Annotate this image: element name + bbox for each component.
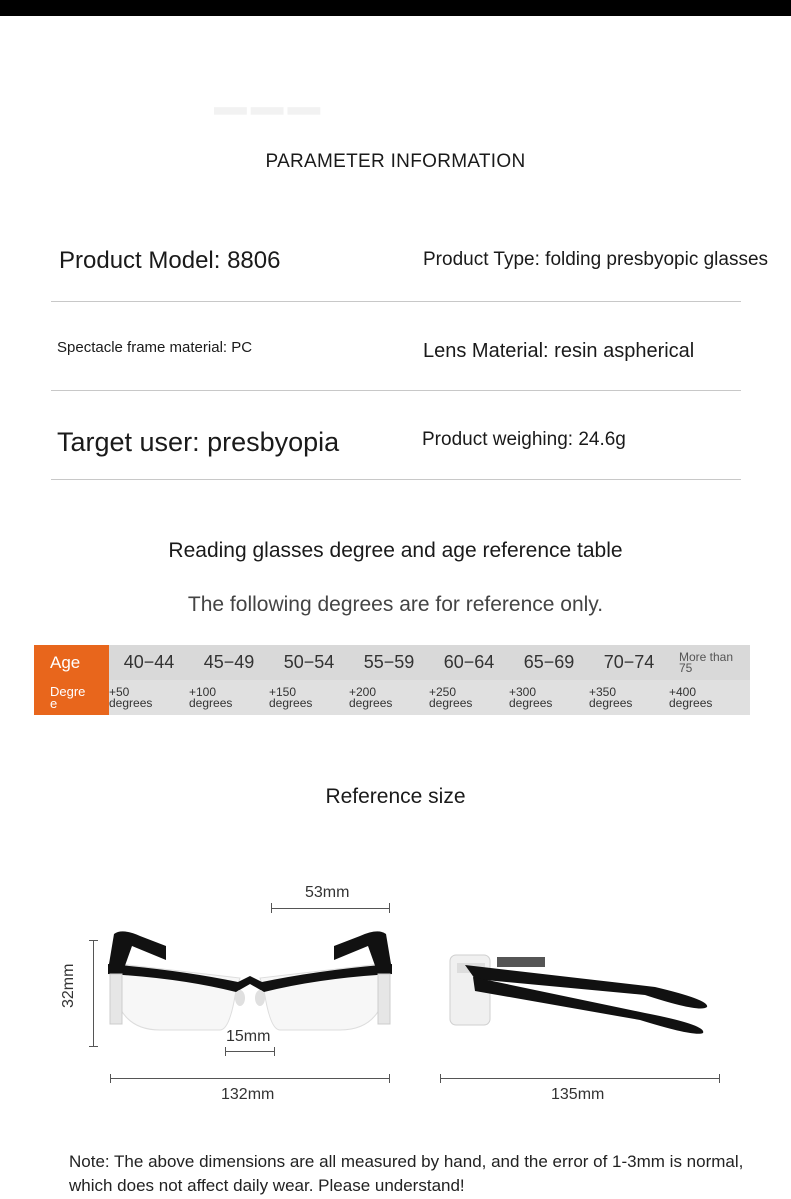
degree-unit: degrees: [189, 695, 233, 710]
age-header: Age: [34, 645, 109, 680]
tick: [110, 1074, 111, 1083]
degree-value: +50: [109, 684, 130, 699]
age-cell: 40−44: [109, 645, 189, 680]
frame-width-label: 132mm: [221, 1086, 275, 1103]
lens-material: Lens Material: resin aspherical: [423, 340, 695, 362]
lens-height-line: [93, 940, 94, 1047]
tick: [89, 940, 98, 941]
watermark-logo: ▁▁▁: [215, 69, 326, 113]
more-than-age: 75: [679, 660, 693, 675]
lens-width-line: [271, 908, 390, 909]
degree-value: +200: [349, 684, 377, 699]
product-type: Product Type: folding presbyopic glasses: [423, 249, 769, 270]
tick: [225, 1047, 226, 1056]
degree-label-end: e: [50, 695, 58, 711]
lens-width-label: 53mm: [305, 884, 350, 901]
age-cell-more: [669, 645, 750, 680]
degree-unit: degrees: [589, 695, 633, 710]
age-cell: 50−54: [269, 645, 349, 680]
degree-label: Degre: [50, 683, 86, 699]
top-bar: [0, 0, 791, 16]
degree-unit: degrees: [109, 695, 153, 710]
divider: [51, 479, 741, 480]
bridge-label: 15mm: [226, 1028, 271, 1045]
degree-unit: degrees: [509, 695, 553, 710]
degree-unit: degrees: [349, 695, 393, 710]
degree-cell: [349, 680, 429, 715]
tick: [719, 1074, 720, 1083]
reference-size-title: Reference size: [325, 785, 466, 808]
tick: [389, 903, 390, 913]
age-cell: 65−69: [509, 645, 589, 680]
glasses-side-image: [445, 945, 715, 1045]
lens-height-label: 32mm: [60, 963, 77, 1008]
target-user: Target user: presbyopia: [57, 427, 340, 457]
degree-unit: degrees: [669, 695, 713, 710]
age-row: [34, 645, 750, 680]
temple-length-line: [440, 1078, 720, 1079]
tick: [389, 1074, 390, 1083]
tick: [89, 1046, 98, 1047]
degree-table-subtitle: The following degrees are for reference only.: [187, 593, 604, 616]
age-cell: 70−74: [589, 645, 669, 680]
divider: [51, 390, 741, 391]
measurement-note: Note: The above dimensions are all measured by hand, and the error of 1-3mm is normal, which does not affect daily wear. Please understand!: [69, 1152, 744, 1195]
product-model: Product Model: 8806: [59, 247, 281, 274]
degree-row: [34, 680, 750, 715]
degree-value: +300: [509, 684, 537, 699]
degree-header: [34, 680, 109, 715]
more-than-text: More than: [679, 649, 734, 664]
degree-cell: [109, 680, 189, 715]
age-cell: 45−49: [189, 645, 269, 680]
degree-value: +350: [589, 684, 617, 699]
degree-value: +150: [269, 684, 297, 699]
age-cell: 60−64: [429, 645, 509, 680]
degree-unit: degrees: [429, 695, 473, 710]
degree-unit: degrees: [269, 695, 313, 710]
degree-cell: [669, 680, 750, 715]
frame-width-line: [110, 1078, 390, 1079]
tick: [271, 903, 272, 913]
frame-material: Spectacle frame material: PC: [57, 339, 253, 356]
glasses-front-image: [100, 920, 400, 1040]
degree-table-title: Reading glasses degree and age reference table: [168, 539, 623, 562]
degree-cell: [189, 680, 269, 715]
tick: [274, 1047, 275, 1056]
age-cell: 55−59: [349, 645, 429, 680]
temple-length-label: 135mm: [551, 1086, 605, 1103]
degree-cell: [269, 680, 349, 715]
tick: [440, 1074, 441, 1083]
degree-cell: [589, 680, 669, 715]
page-title: PARAMETER INFORMATION: [265, 151, 526, 172]
degree-age-table: [34, 645, 750, 715]
degree-value: +400: [669, 684, 697, 699]
degree-cell: [429, 680, 509, 715]
product-weight: Product weighing: 24.6g: [422, 429, 626, 450]
bridge-line: [225, 1051, 275, 1052]
divider: [51, 301, 741, 302]
degree-cell: [509, 680, 589, 715]
degree-value: +250: [429, 684, 457, 699]
degree-value: +100: [189, 684, 217, 699]
